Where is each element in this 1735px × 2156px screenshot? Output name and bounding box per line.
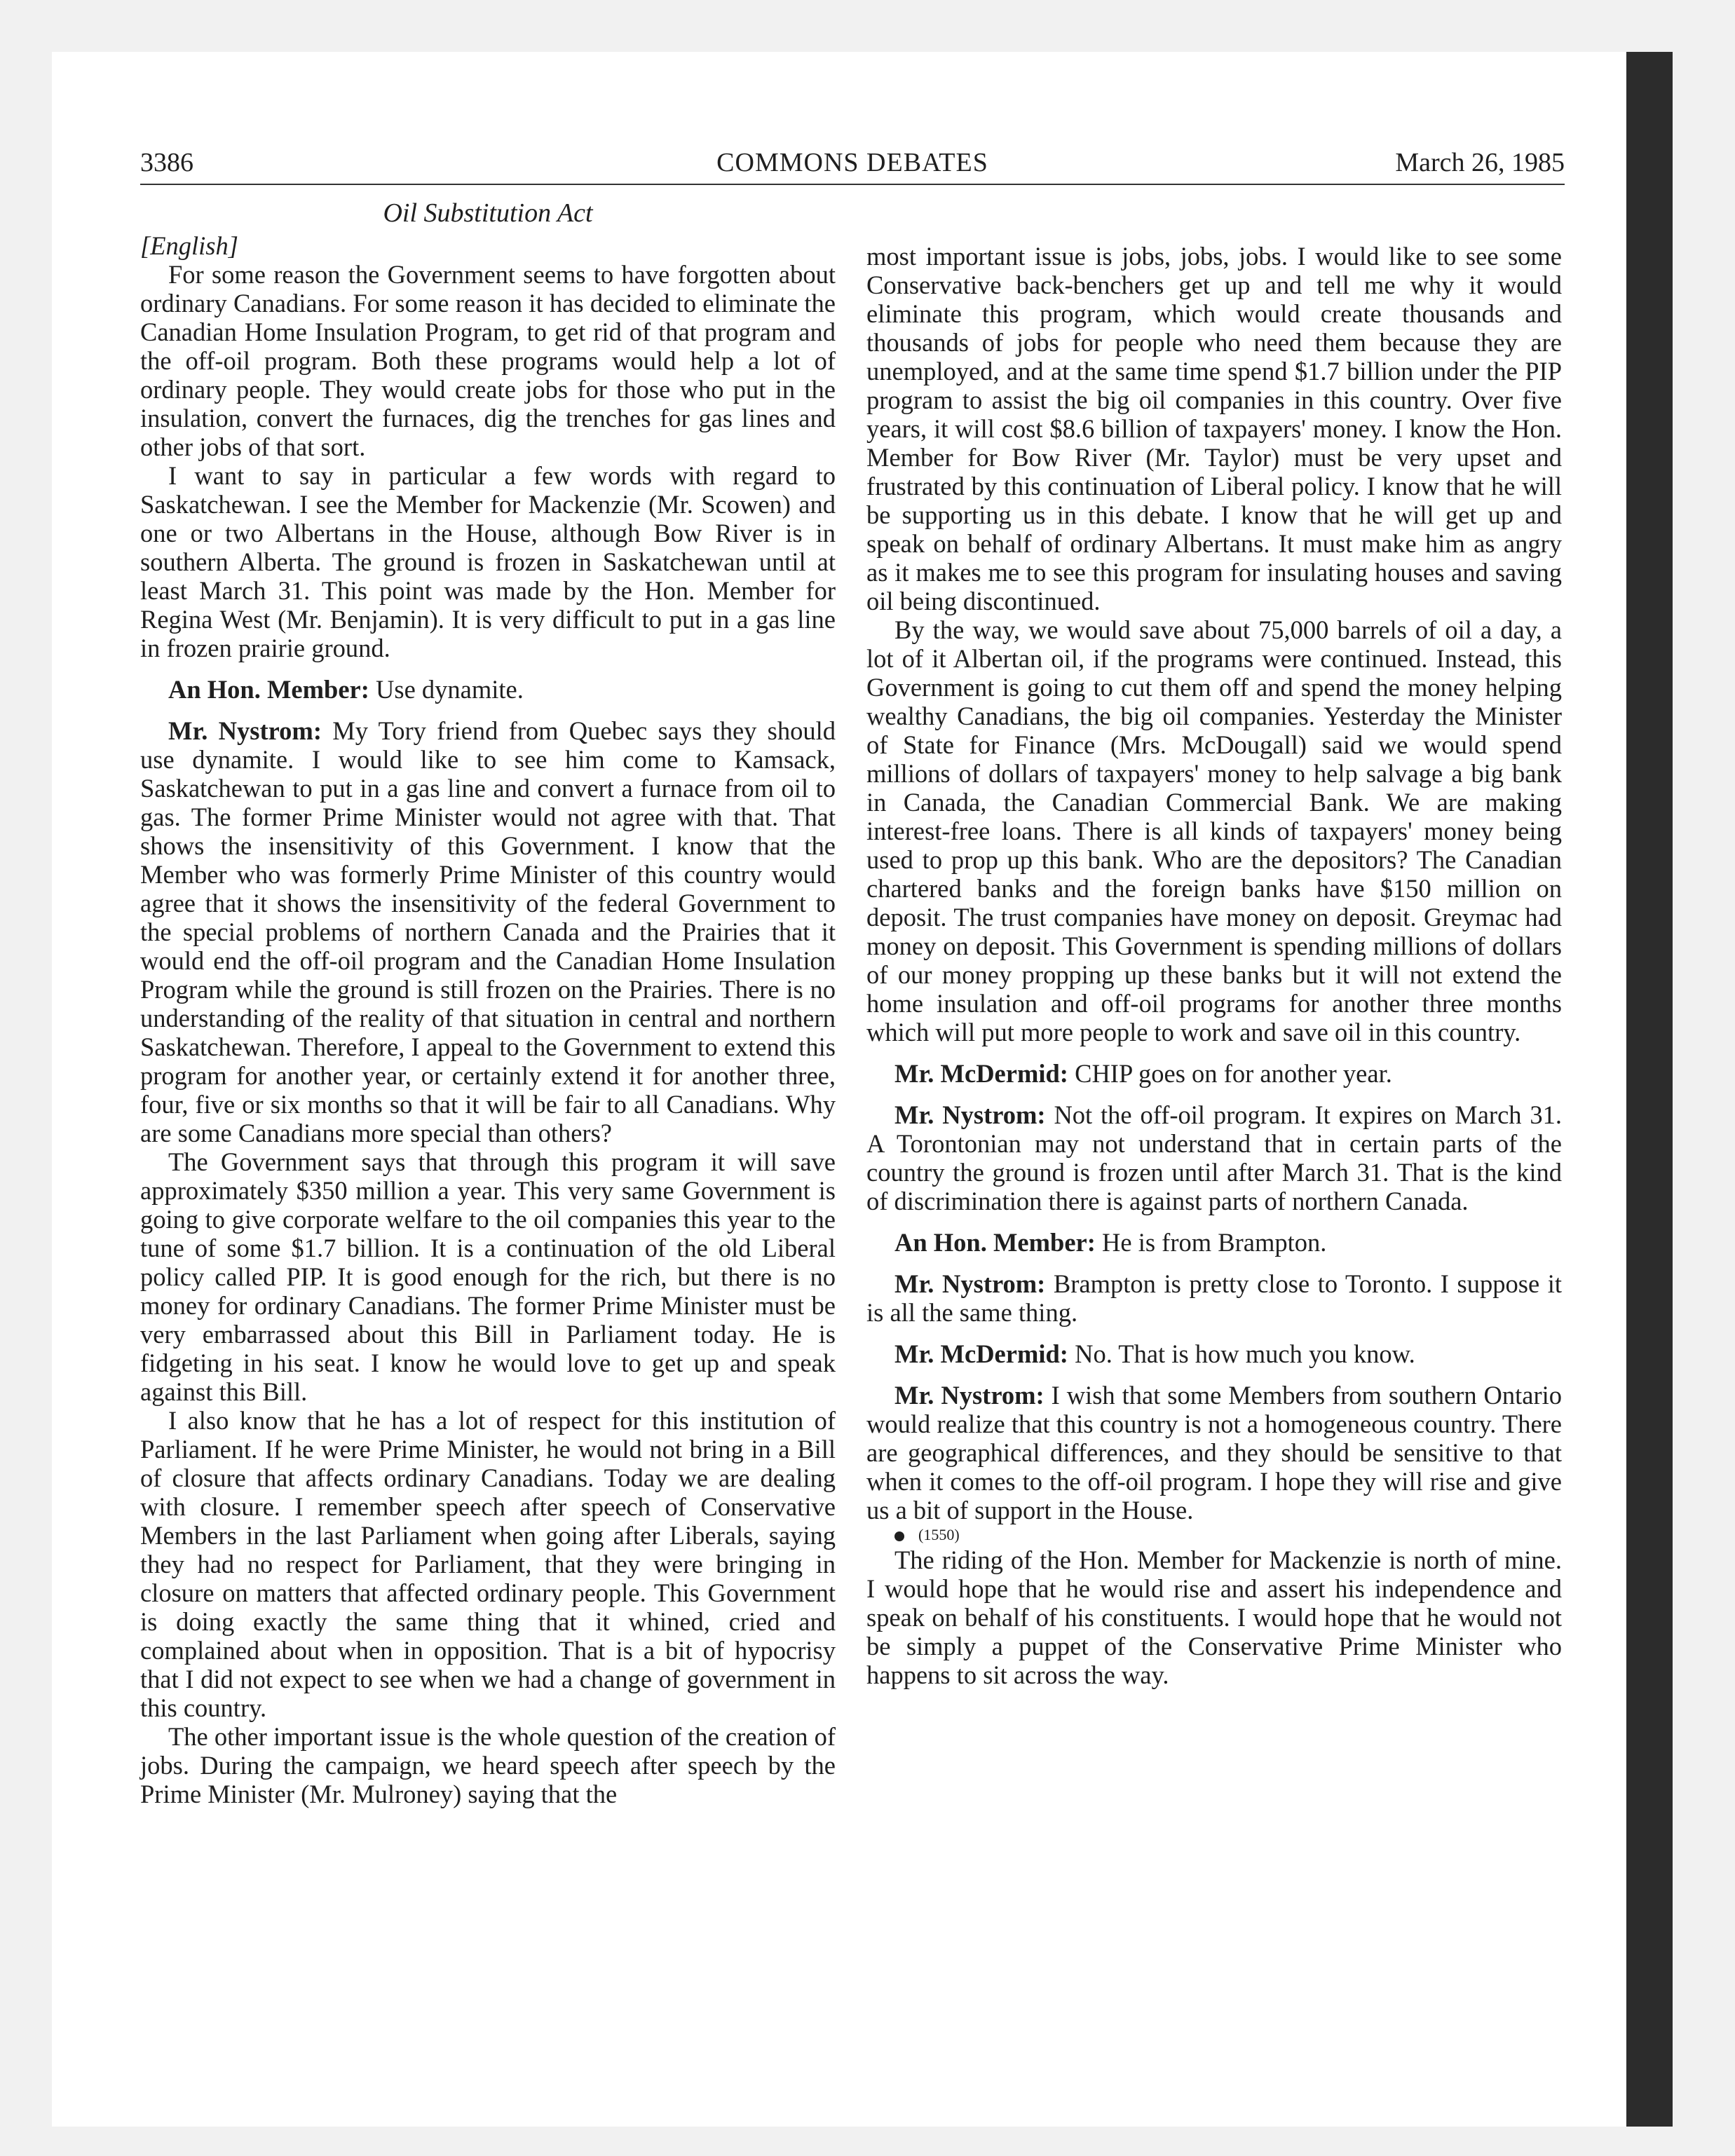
speech-text: My Tory friend from Quebec says they should use dynamite. I would like to see him come to Kamsack, Saskatchewan to put in a gas line and convert a furnace from oil to gas. The former Prime Minister would not agree with that. That shows the insensitivity of this Government. I know that the Member who was formerly Prime Minister of this country would agree that it shows the insensitivity of the federal Government to the special problems of northern Canada and the Prairies that it would end the off-oil program and the Canadian Home Insulation Program while the ground is still frozen on the Prairies. There is no understanding of the reality of that situation in central and northern Saskatchewan. Therefore, I appeal to the Government to extend this program for another year, or certainly extend it for another three, four, five or six months so that it will be fair to all Canadians. Why are some Canadians more special than others? [140, 716, 836, 1147]
speaker-name: Mr. Nystrom: [168, 716, 322, 745]
page-header [140, 144, 1565, 185]
speech [866, 1100, 1562, 1215]
speech [866, 1269, 1562, 1327]
scan-edge-shadow [1626, 52, 1673, 2127]
timestamp: (1550) [918, 1526, 960, 1543]
paragraph: The other important issue is the whole question of the creation of jobs. During the campaign, we heard speech after speech by the Prime Minister (Mr. Mulroney) saying that the [140, 1722, 836, 1808]
paragraph: The riding of the Hon. Member for Mackenzie is north of mine. I would hope that he would rise and assert his independence and speak on behalf of his constituents. I would hope that he would not be simply a puppet of the Conservative Prime Minister who happens to sit across the way. [866, 1546, 1562, 1689]
paragraph: The Government says that through this program it will save approximately $350 million a year. This very same Government is going to give corporate welfare to the oil companies this year to the tune of some $1.7 billion. It is a continuation of the old Liberal policy called PIP. It is good enough for the rich, but there is no money for ordinary Canadians. The former Prime Minister must be very embarrassed about this Bill in Parliament today. He is fidgeting in his seat. I know he would love to get up and speak against this Bill. [140, 1147, 836, 1406]
speaker-name: Mr. McDermid: [894, 1059, 1068, 1088]
speaker-name: An Hon. Member: [168, 675, 369, 704]
speech-text: I wish that some Members from southern Ontario would realize that this country is not a homogeneous country. There are geographical differences, and they should be sensitive to that when it comes to the off-oil program. I hope they will rise and give us a bit of support in the House. [866, 1381, 1563, 1524]
paragraph: By the way, we would save about 75,000 barrels of oil a day, a lot of it Albertan oil, if the programs were continued. Instead, this Government is going to cut them off and spend the money helping wealthy Canadians, the big oil companies. Yesterday the Minister of State for Finance (Mrs. McDougall) said we would spend millions of dollars of taxpayers' money to help salvage a big bank in Canada, the Canadian Commercial Bank. We are making interest-free loans. There is all kinds of taxpayers' money being used to prop up this bank. Who are the depositors? The Canadian chartered banks and the foreign banks have $150 million on deposit. The trust companies have money on deposit. Greymac had money on deposit. This Government is spending millions of dollars of our money propping up these banks but it will not extend the home insulation and off-oil programs for another three months which will put more people to work and save oil in this country. [866, 615, 1562, 1046]
right-column [866, 242, 1562, 1689]
speech-text: No. That is how much you know. [1068, 1339, 1415, 1368]
paragraph: I want to say in particular a few words with regard to Saskatchewan. I see the Member for Mackenzie (Mr. Scowen) and one or two Albertans in the House, although Bow River is in southern Alberta. The ground is frozen in Saskatchewan until at least March 31. This point was made by the Hon. Member for Regina West (Mr. Benjamin). It is very difficult to put in a gas line in frozen prairie ground. [140, 461, 836, 662]
language-tag: [English] [140, 231, 238, 260]
bullet-icon [894, 1531, 904, 1541]
speaker-name: Mr. Nystrom: [894, 1381, 1045, 1410]
left-column [140, 231, 836, 1808]
speech-text: Not the off-oil program. It expires on March 31. A Torontonian may not understand that in certain parts of the country the ground is frozen until after March 31. That is the kind of discrimination there is against parts of northern Canada. [866, 1100, 1562, 1215]
speech-text: Brampton is pretty close to Toronto. I suppose it is all the same thing. [866, 1269, 1563, 1327]
publication-date: March 26, 1985 [1395, 148, 1565, 177]
paragraph: For some reason the Government seems to have forgotten about ordinary Canadians. For some reason it has decided to eliminate the Canadian Home Insulation Program, to get rid of that program and the off-oil program. Both these programs would help a lot of ordinary people. They would create jobs for those who put in the insulation, convert the furnaces, dig the trenches for gas lines and other jobs of that sort. [140, 260, 836, 461]
running-title: Oil Substitution Act [383, 198, 593, 228]
speech [140, 675, 836, 704]
speech-text: Use dynamite. [369, 675, 524, 704]
time-marker [866, 1524, 1562, 1546]
speaker-name: Mr. Nystrom: [894, 1269, 1046, 1298]
speech [866, 1339, 1562, 1368]
speech-text: CHIP goes on for another year. [1068, 1059, 1392, 1088]
speech [866, 1381, 1562, 1524]
speech-text: He is from Brampton. [1095, 1228, 1327, 1257]
speaker-name: Mr. McDermid: [894, 1339, 1068, 1368]
paragraph: I also know that he has a lot of respect for this institution of Parliament. If he were Prime Minister, he would not bring in a Bill of closure that affects ordinary Canadians. Today we are dealing with closure. I remember speech after speech of Conservative Members in the last Parliament when going after Liberals, saying they had no respect for Parliament, that they were bringing in closure on matters that affected ordinary people. This Government is doing exactly the same thing that it whined, cried and complained about when in opposition. That is a bit of hypocrisy that I did not expect to see when we had a change of government in this country. [140, 1406, 836, 1722]
speech [140, 716, 836, 1147]
publication-title: COMMONS DEBATES [716, 148, 988, 177]
paragraph: most important issue is jobs, jobs, jobs. I would like to see some Conservative back-benchers get up and tell me why it would eliminate this program, which would create thousands and thousands of jobs for people who need them because they are unemployed, and at the same time spend $1.7 billion under the PIP program to assist the big oil companies in this country. Over five years, it will cost $8.6 billion of taxpayers' money. I know the Hon. Member for Bow River (Mr. Taylor) must be very upset and frustrated by this continuation of Liberal policy. I know that he will be supporting us in this debate. I know that he will get up and speak on behalf of ordinary Albertans. It must make him as angry as it makes me to see this program for insulating houses and saving oil being discontinued. [866, 242, 1562, 615]
speaker-name: An Hon. Member: [894, 1228, 1096, 1257]
speaker-name: Mr. Nystrom: [894, 1100, 1046, 1129]
speech [866, 1228, 1562, 1257]
page-number: 3386 [140, 148, 193, 177]
speech [866, 1059, 1562, 1088]
